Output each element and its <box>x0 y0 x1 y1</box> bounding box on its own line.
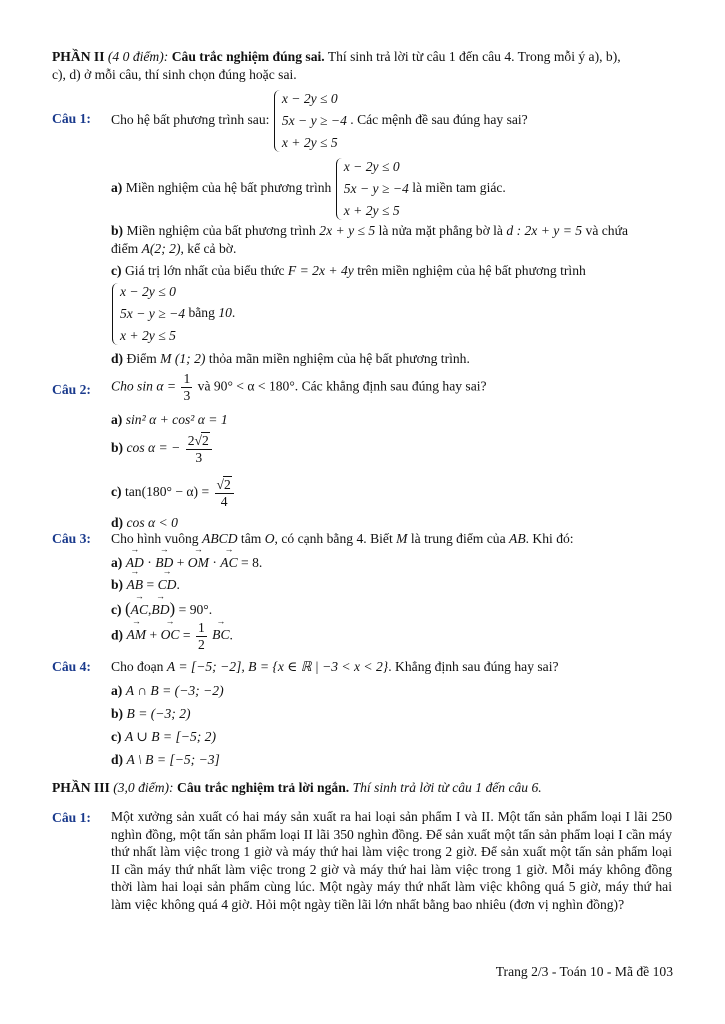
q1-c-value: 10 <box>218 305 232 321</box>
part2-title: PHẦN II <box>52 49 105 64</box>
q1-sys-line: 5x − y ≥ −4 <box>281 113 347 128</box>
part3-question-1-label: Câu 1: <box>52 810 91 825</box>
q1-sys-line: x − 2y ≤ 0 <box>343 159 400 174</box>
question-4-stem <box>111 658 677 676</box>
part3-points: (3,0 điểm): <box>113 780 174 795</box>
question-1-label: Câu 1: <box>52 111 91 126</box>
option-label: d) <box>111 627 124 643</box>
vector: → AM <box>127 626 147 644</box>
vector: → BD <box>155 554 173 572</box>
q3-stem-text: , có cạnh bằng <box>274 531 354 546</box>
q2-d-math: cos α < 0 <box>126 515 178 530</box>
q3-stem-math: ABCD <box>202 531 238 546</box>
q1-b-math: d : 2x + y = 5 <box>506 223 583 238</box>
q4-c-math: A ∪ B = [−5; 2) <box>124 729 216 744</box>
q3-option-b: b) → AB = → CD. <box>111 576 677 594</box>
q1-d-text: thỏa mãn miền nghiệm của hệ bất phương trình. <box>208 351 470 366</box>
q1-sys-line: x + 2y ≤ 5 <box>343 203 400 218</box>
question-4-label: Câu 4: <box>52 659 91 674</box>
q1-b-text: , kể cả bờ. <box>180 240 237 256</box>
q3-d-fraction <box>196 620 207 652</box>
q3-stem-text: . Khi đó: <box>525 531 574 546</box>
q4-a-math: A ∩ B = (−3; −2) <box>125 683 224 698</box>
q3-stem-text: Cho hình vuông <box>111 531 199 546</box>
q3-stem-text: tâm <box>240 531 262 546</box>
part3-instruction: Thí sinh trả lời từ câu 1 đến câu 6. <box>352 780 542 795</box>
part2-heading: Câu trắc nghiệm đúng sai. <box>171 49 325 64</box>
q1-c-math: F = 2x + 4y <box>287 263 354 278</box>
q3-option-d: d) → AM + → OC = $\frac{1}{2}$ → BC. <box>111 620 677 652</box>
q3-stem-math: AB <box>509 531 526 546</box>
option-label: d) <box>111 752 124 767</box>
fraction-denominator: 3 <box>195 449 203 465</box>
q2-option-b <box>111 432 677 465</box>
option-label: c) <box>111 729 122 744</box>
part2-header <box>52 48 677 84</box>
part3-header <box>52 779 677 797</box>
part3-title: PHẦN III <box>52 780 110 795</box>
q1-c-system <box>111 281 185 347</box>
page-footer: Trang 2/3 - Toán 10 - Mã đề 103 <box>495 964 673 979</box>
option-label: c) <box>111 483 122 499</box>
q1-a-system <box>335 156 409 222</box>
q1-b-math: A(2; 2) <box>141 240 181 256</box>
q4-stem-math: A = [−5; −2], B = {x ∈ ℝ | −3 < x < 2} <box>166 659 389 674</box>
q2-b-pre: cos α = − <box>126 439 181 455</box>
q1-sys-line: 5x − y ≥ −4 <box>120 306 186 321</box>
q2-a-math: sin² α + cos² α = 1 <box>125 412 228 427</box>
q2-fraction <box>181 371 192 403</box>
q2-b-coef: 2 <box>187 433 195 448</box>
question-2-stem <box>111 371 677 403</box>
q2-stem-pre: Cho sin α = <box>111 378 177 394</box>
q2-c-radicand: 2 <box>223 477 231 492</box>
q4-stem-pre: Cho đoạn <box>111 659 164 674</box>
q4-option-a <box>111 682 677 700</box>
q1-b-text: điểm <box>111 240 139 256</box>
q4-b-math: B = (−3; 2) <box>126 706 191 721</box>
q1-a-pre: Miền nghiệm của hệ bất phương trình <box>125 180 332 196</box>
q1-c-text: bằng <box>188 305 215 321</box>
fraction-denominator: 3 <box>183 387 191 403</box>
q2-stem-post: . Các khẳng định sau đúng hay sai? <box>294 378 487 394</box>
q2-b-fraction: $\frac{2√2}{3}$ <box>186 432 212 465</box>
q1-d-math: M (1; 2) <box>160 351 206 366</box>
q4-stem-post: . Khẳng định sau đúng hay sai? <box>388 659 559 674</box>
vector: → AC <box>131 601 148 619</box>
q4-d-math: A \ B = [−5; −3] <box>126 752 220 767</box>
q1-a-post: là miền tam giác. <box>412 180 506 196</box>
q4-option-b <box>111 705 677 723</box>
q1-sys-line: x + 2y ≤ 5 <box>281 135 338 150</box>
q3-c-result: = 90° <box>178 602 209 617</box>
option-label: b) <box>111 706 124 721</box>
q2-c-pre: tan(180° − α) = <box>124 483 210 499</box>
q3-stem-math: 4 <box>356 531 364 546</box>
q1-stem-post: . Các mệnh đề sau đúng hay sai? <box>350 112 528 128</box>
vector: → OC <box>161 626 180 644</box>
q1-c-text: Giá trị lớn nhất của biểu thức <box>124 263 285 278</box>
q2-b-radicand: 2 <box>201 433 209 448</box>
option-label: c) <box>111 602 122 617</box>
option-label: a) <box>111 555 123 570</box>
q3-option-c: c) (→ AC,→ BD) = 90°. <box>111 598 677 620</box>
q1-system <box>273 88 347 154</box>
question-2-label: Câu 2: <box>52 382 91 397</box>
q2-stem-mid: và 90° < α < 180° <box>197 378 295 394</box>
part2-instruction-a: Thí sinh trả lời từ câu 1 đến câu 4. Trong mỗi ý a), b), <box>327 49 621 64</box>
option-label: d) <box>111 515 124 530</box>
option-label: a) <box>111 683 123 698</box>
vector: → AD <box>126 554 144 572</box>
q1-b-text: Miền nghiệm của bất phương trình <box>126 223 316 238</box>
q1-sys-line: x + 2y ≤ 5 <box>120 328 176 343</box>
fraction-denominator: 2 <box>197 636 205 652</box>
q1-d-text: Điểm <box>126 351 157 366</box>
q1-b-math: 2x + y ≤ 5 <box>319 223 376 238</box>
q3-stem-text: là trung điểm của <box>410 531 506 546</box>
vector: → BC <box>212 626 229 644</box>
q1-sys-line: 5x − y ≥ −4 <box>343 181 409 196</box>
option-label: b) <box>111 577 124 592</box>
vector: → AB <box>127 576 144 594</box>
q1-b-text: là nửa mặt phẳng bờ là <box>378 223 503 238</box>
q1-b-text: và chứa <box>585 223 628 238</box>
option-label: a) <box>111 180 123 196</box>
q3-a-result: = 8 <box>241 555 259 570</box>
option-label: b) <box>111 223 124 238</box>
q1-option-c <box>111 262 677 280</box>
vector: → CD <box>158 576 177 594</box>
q3-stem-text: . Biết <box>363 531 393 546</box>
option-label: b) <box>111 439 124 455</box>
vector: → AC <box>220 554 237 572</box>
q1-option-d <box>111 350 677 368</box>
q1-sys-line: x − 2y ≤ 0 <box>120 284 176 299</box>
question-3-label: Câu 3: <box>52 531 91 546</box>
q3-option-a: a) → AD · → BD + → OM · → AC = 8. <box>111 554 677 572</box>
q1-sys-line: x − 2y ≤ 0 <box>281 91 338 106</box>
q3-stem-math: M <box>396 531 408 546</box>
part2-points: (4 0 điểm): <box>107 49 169 64</box>
q2-c-fraction: $\frac{√2}{4}$ <box>215 476 234 509</box>
q1-option-a <box>111 156 677 222</box>
option-label: a) <box>111 412 123 427</box>
part2-instruction-b: c), d) ở mỗi câu, thí sinh chọn đúng hoặc sai. <box>52 66 297 82</box>
q4-option-c <box>111 728 677 746</box>
fraction-numerator: 1 <box>183 371 191 386</box>
option-label: c) <box>111 263 122 278</box>
vector: → OM <box>188 554 209 572</box>
option-label: d) <box>111 351 124 366</box>
part3-question-1-text: Một xưởng sản xuất có hai máy sản xuất ra hai loại sản phẩm I và II. Một tấn sản phẩm loại I lãi 250 nghìn đồng, một tấn sản phẩm loại II lãi 350 nghìn đồng. Để sản xuất một tấn sản phẩm loại I cần máy thứ nhất làm việc trong 1 giờ và máy thứ hai làm việc trong 2 giờ. Để sản xuất một tấn sản phẩm loại II cần máy thứ nhất làm việc trong 2 giờ và máy thứ hai làm việc trong 1 giờ. Mỗi máy không đồng thời làm hai loại sản phẩm cùng lúc. Một ngày máy thứ nhất làm việc không quá 5 giờ, máy thứ hai làm việc không quá 4 giờ. Hỏi một ngày tiền lãi lớn nhất bằng bao nhiêu (đơn vị nghìn đồng)? <box>111 809 672 912</box>
q1-option-c-system: x − 2y ≤ 0 5x − y ≥ −4 x + 2y ≤ 5 bằng 10. <box>111 281 677 347</box>
question-1 <box>52 88 677 158</box>
q1-stem-pre: Cho hệ bất phương trình sau: <box>111 112 270 128</box>
q2-option-c <box>111 476 677 509</box>
q3-stem-math: O <box>264 531 275 546</box>
fraction-numerator: 1 <box>197 620 205 635</box>
part3-heading: Câu trắc nghiệm trả lời ngắn. <box>177 780 350 795</box>
vector: → BD <box>151 601 169 619</box>
q1-c-text: trên miền nghiệm của hệ bất phương trình <box>357 263 586 278</box>
fraction-denominator: 4 <box>220 493 228 509</box>
q4-option-d <box>111 751 677 769</box>
q2-option-a <box>111 411 677 429</box>
q1-option-b <box>111 222 677 258</box>
